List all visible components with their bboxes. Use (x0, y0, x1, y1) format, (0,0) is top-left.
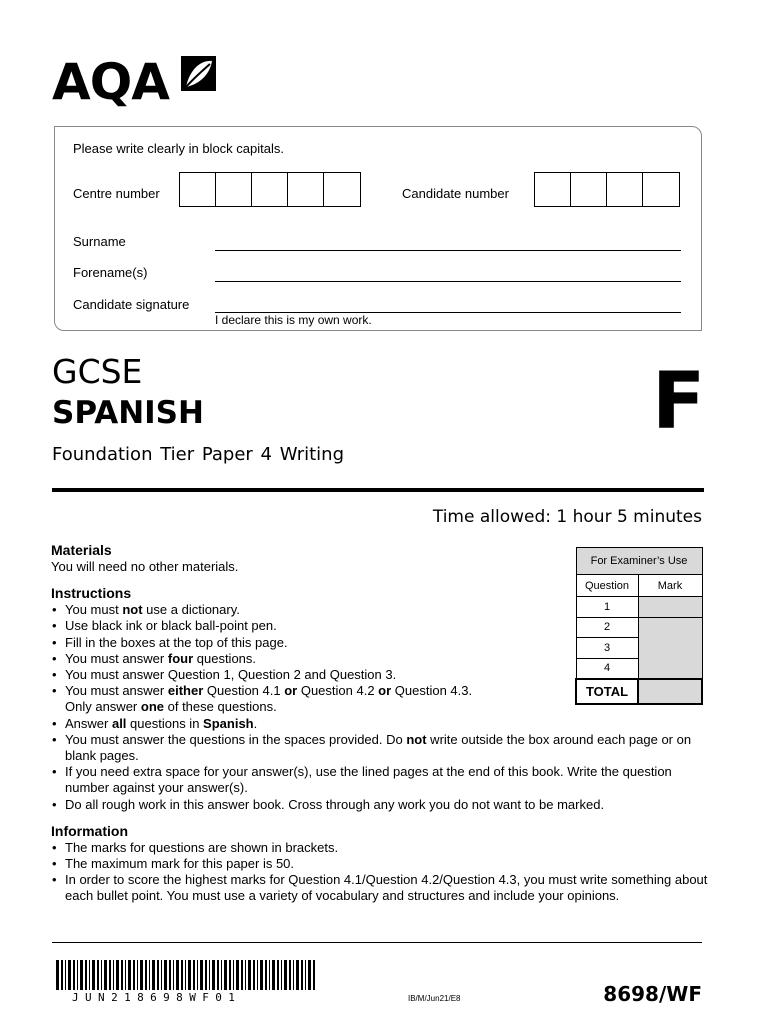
instruction-item: • You must answer four questions. (51, 651, 711, 667)
barcode-bar (301, 960, 303, 990)
barcode-bar (89, 960, 90, 990)
barcode-bar (109, 960, 111, 990)
instruction-item: • Answer all questions in Spanish. (51, 716, 711, 732)
barcode-bar (80, 960, 83, 990)
barcode-bar (277, 960, 279, 990)
digit-box[interactable] (324, 173, 360, 206)
digit-box[interactable] (571, 173, 607, 206)
digit-box[interactable] (288, 173, 324, 206)
barcode-bar (284, 960, 287, 990)
barcode-bar (169, 960, 171, 990)
barcode-bar (260, 960, 263, 990)
barcode-bar (77, 960, 78, 990)
barcode-bar (253, 960, 255, 990)
paper-description: Foundation Tier Paper 4 Writing (52, 444, 344, 465)
instruction-item: • You must answer either Question 4.1 or Question 4.2 or Question 4.3. Only answer one of these questions. (51, 683, 711, 715)
candidate-number-boxes[interactable] (534, 172, 680, 207)
mark-cell (638, 597, 702, 618)
barcode-bar (125, 960, 126, 990)
instruction-item: • You must not use a dictionary. (51, 602, 711, 618)
barcode-bar (308, 960, 311, 990)
barcode-bar (145, 960, 147, 990)
barcode-bar (313, 960, 315, 990)
barcode-bar (224, 960, 227, 990)
barcode-bar (133, 960, 135, 990)
barcode-bar (181, 960, 183, 990)
instruction-item: • Use black ink or black ball-point pen. (51, 618, 711, 634)
barcode-bar (205, 960, 207, 990)
information-item: • The marks for questions are shown in brackets. (51, 840, 711, 856)
barcode-bar (137, 960, 138, 990)
barcode-bar (85, 960, 87, 990)
barcode-bar (257, 960, 258, 990)
total-label: TOTAL (576, 679, 638, 704)
digit-box[interactable] (180, 173, 216, 206)
barcode (56, 960, 316, 990)
information-list (51, 840, 711, 905)
barcode-bar (241, 960, 243, 990)
question-number: 1 (576, 597, 638, 618)
qualification-title: GCSE (52, 352, 143, 391)
barcode-bar (293, 960, 294, 990)
barcode-bar (121, 960, 123, 990)
barcode-bar (221, 960, 222, 990)
logo-text: AQA (52, 53, 169, 111)
forename-label: Forename(s) (73, 265, 148, 280)
section-divider (52, 488, 704, 492)
forename-line[interactable] (215, 281, 681, 282)
mark-column-header: Mark (638, 575, 702, 597)
barcode-bar (73, 960, 75, 990)
total-mark-cell (638, 679, 702, 704)
barcode-bar (56, 960, 59, 990)
barcode-bar (212, 960, 215, 990)
question-number: 4 (576, 658, 638, 679)
centre-number-boxes[interactable] (179, 172, 361, 207)
materials-text: You will need no other materials. (51, 559, 239, 574)
barcode-bar (164, 960, 167, 990)
barcode-bar (296, 960, 299, 990)
barcode-bar (248, 960, 251, 990)
barcode-bar (68, 960, 71, 990)
information-item: • The maximum mark for this paper is 50. (51, 856, 711, 872)
barcode-bar (265, 960, 267, 990)
barcode-bar (149, 960, 150, 990)
barcode-bar (140, 960, 143, 990)
candidate-number-label: Candidate number (402, 186, 509, 201)
materials-heading: Materials (51, 542, 112, 558)
barcode-bar (176, 960, 179, 990)
barcode-bar (209, 960, 210, 990)
digit-box[interactable] (252, 173, 288, 206)
digit-box[interactable] (643, 173, 679, 206)
information-heading: Information (51, 822, 128, 839)
barcode-bar (245, 960, 246, 990)
question-column-header: Question (576, 575, 638, 597)
barcode-bar (116, 960, 119, 990)
barcode-bar (197, 960, 198, 990)
barcode-text: JUN218698WF01 (72, 991, 242, 1004)
instruction-item: • If you need extra space for your answer(s), use the lined pages at the end of this book. Write the question number against your answer(s). (51, 764, 711, 796)
centre-number-label: Centre number (73, 186, 160, 201)
barcode-bar (236, 960, 239, 990)
examiner-table-title: For Examiner’s Use (576, 548, 702, 575)
digit-box[interactable] (607, 173, 643, 206)
digit-box[interactable] (535, 173, 571, 206)
instruction-item: • Do all rough work in this answer book. Cross through any work you do not want to be marked. (51, 797, 711, 813)
barcode-bar (305, 960, 306, 990)
subject-title: SPANISH (52, 395, 204, 431)
barcode-bar (101, 960, 102, 990)
digit-box[interactable] (216, 173, 252, 206)
barcode-bar (157, 960, 159, 990)
barcode-bar (217, 960, 219, 990)
barcode-bar (281, 960, 282, 990)
time-allowed: Time allowed: 1 hour 5 minutes (432, 507, 702, 527)
surname-line[interactable] (215, 250, 681, 251)
paper-code: 8698/WF (603, 982, 702, 1006)
tier-letter: F (652, 357, 706, 447)
barcode-bar (200, 960, 203, 990)
barcode-bar (269, 960, 270, 990)
block-capitals-instruction: Please write clearly in block capitals. (73, 141, 284, 156)
barcode-bar (65, 960, 66, 990)
barcode-bar (92, 960, 95, 990)
signature-label: Candidate signature (73, 297, 190, 312)
footer-divider (52, 942, 702, 943)
barcode-bar (113, 960, 114, 990)
barcode-bar (185, 960, 186, 990)
barcode-bar (272, 960, 275, 990)
candidate-details-box (54, 126, 702, 331)
barcode-bar (229, 960, 231, 990)
barcode-bar (193, 960, 195, 990)
barcode-bar (161, 960, 162, 990)
instruction-item: • Fill in the boxes at the top of this page. (51, 635, 711, 651)
reference-code: IB/M/Jun21/E8 (408, 994, 461, 1003)
barcode-bar (128, 960, 131, 990)
barcode-bar (104, 960, 107, 990)
declaration-text: I declare this is my own work. (215, 313, 372, 327)
information-item: • In order to score the highest marks for Question 4.1/Question 4.2/Question 4.3, you must write something about each bullet point. You must use a variety of vocabulary and structures and include your opinions. (51, 872, 711, 904)
instruction-item: • You must answer the questions in the spaces provided. Do not write outside the box around each page or on blank pages. (51, 732, 711, 764)
examiner-use-table (575, 547, 703, 705)
surname-label: Surname (73, 234, 126, 249)
barcode-bar (61, 960, 63, 990)
barcode-bar (233, 960, 234, 990)
barcode-bar (97, 960, 99, 990)
leaf-icon (180, 54, 218, 94)
barcode-bar (188, 960, 191, 990)
question-number: 3 (576, 638, 638, 659)
barcode-bar (152, 960, 155, 990)
barcode-bar (289, 960, 291, 990)
barcode-bar (173, 960, 174, 990)
instructions-heading: Instructions (51, 585, 132, 602)
question-number: 2 (576, 617, 638, 638)
instruction-item: • You must answer Question 1, Question 2 and Question 3. (51, 667, 711, 683)
mark-cell (638, 617, 702, 679)
